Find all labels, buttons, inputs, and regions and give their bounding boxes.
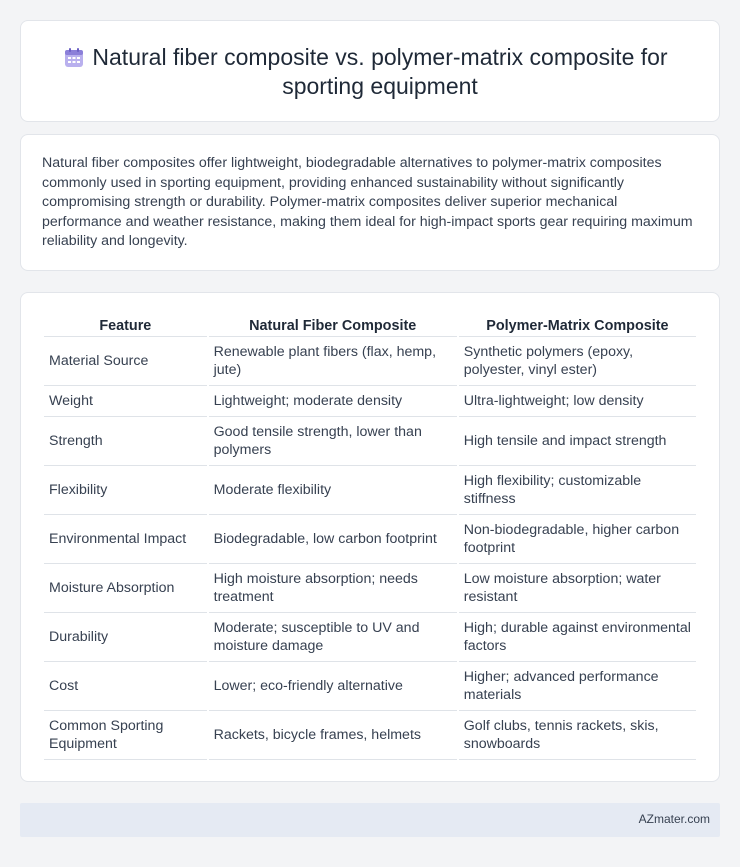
page-title: Natural fiber composite vs. polymer-matrix composite for sporting equipment [92,44,668,99]
polymer-matrix-cell: Golf clubs, tennis rackets, skis, snowboards [459,711,696,760]
polymer-matrix-cell: Non-biodegradable, higher carbon footprint [459,515,696,564]
intro-paragraph: Natural fiber composites offer lightweight, biodegradable alternatives to polymer-matrix composites commonly used in sporting equipment, providing enhanced sustainability without significantly compromising strength or durability. Polymer-matrix composites deliver superior mechanical performance and weather resistance, making them ideal for high-impact sports gear requiring maximum reliability and longevity. [42,155,693,249]
table-row [44,662,696,711]
natural-fiber-cell: Lower; eco-friendly alternative [209,662,457,711]
title-card [20,20,720,122]
table-row [44,466,696,515]
footer-bar [20,803,720,837]
polymer-matrix-cell: High; durable against environmental factors [459,613,696,662]
polymer-matrix-cell: High flexibility; customizable stiffness [459,466,696,515]
natural-fiber-cell: Rackets, bicycle frames, helmets [209,711,457,760]
feature-cell: Common Sporting Equipment [44,711,207,760]
polymer-matrix-cell: Ultra-lightweight; low density [459,386,696,417]
intro-card [20,134,720,271]
polymer-matrix-cell: Low moisture absorption; water resistant [459,564,696,613]
table-row [44,515,696,564]
comparison-table-card [20,292,720,782]
natural-fiber-cell: Biodegradable, low carbon footprint [209,515,457,564]
table-row [44,337,696,386]
natural-fiber-cell: Moderate flexibility [209,466,457,515]
column-header-polymer-matrix: Polymer-Matrix Composite [459,313,696,337]
table-row [44,417,696,466]
table-row [44,386,696,417]
natural-fiber-cell: High moisture absorption; needs treatment [209,564,457,613]
polymer-matrix-cell: Synthetic polymers (epoxy, polyester, vinyl ester) [459,337,696,386]
table-header-row [44,313,696,337]
table-row [44,564,696,613]
feature-cell: Strength [44,417,207,466]
table-row [44,711,696,760]
feature-cell: Durability [44,613,207,662]
natural-fiber-cell: Good tensile strength, lower than polymers [209,417,457,466]
natural-fiber-cell: Lightweight; moderate density [209,386,457,417]
table-row [44,613,696,662]
comparison-table [42,313,698,760]
column-header-feature: Feature [44,313,207,337]
footer-site-name[interactable]: AZmater.com [638,812,710,826]
feature-cell: Weight [44,386,207,417]
feature-cell: Environmental Impact [44,515,207,564]
feature-cell: Flexibility [44,466,207,515]
natural-fiber-cell: Moderate; susceptible to UV and moisture damage [209,613,457,662]
polymer-matrix-cell: High tensile and impact strength [459,417,696,466]
polymer-matrix-cell: Higher; advanced performance materials [459,662,696,711]
column-header-natural-fiber: Natural Fiber Composite [209,313,457,337]
natural-fiber-cell: Renewable plant fibers (flax, hemp, jute) [209,337,457,386]
feature-cell: Cost [44,662,207,711]
feature-cell: Material Source [44,337,207,386]
feature-cell: Moisture Absorption [44,564,207,613]
